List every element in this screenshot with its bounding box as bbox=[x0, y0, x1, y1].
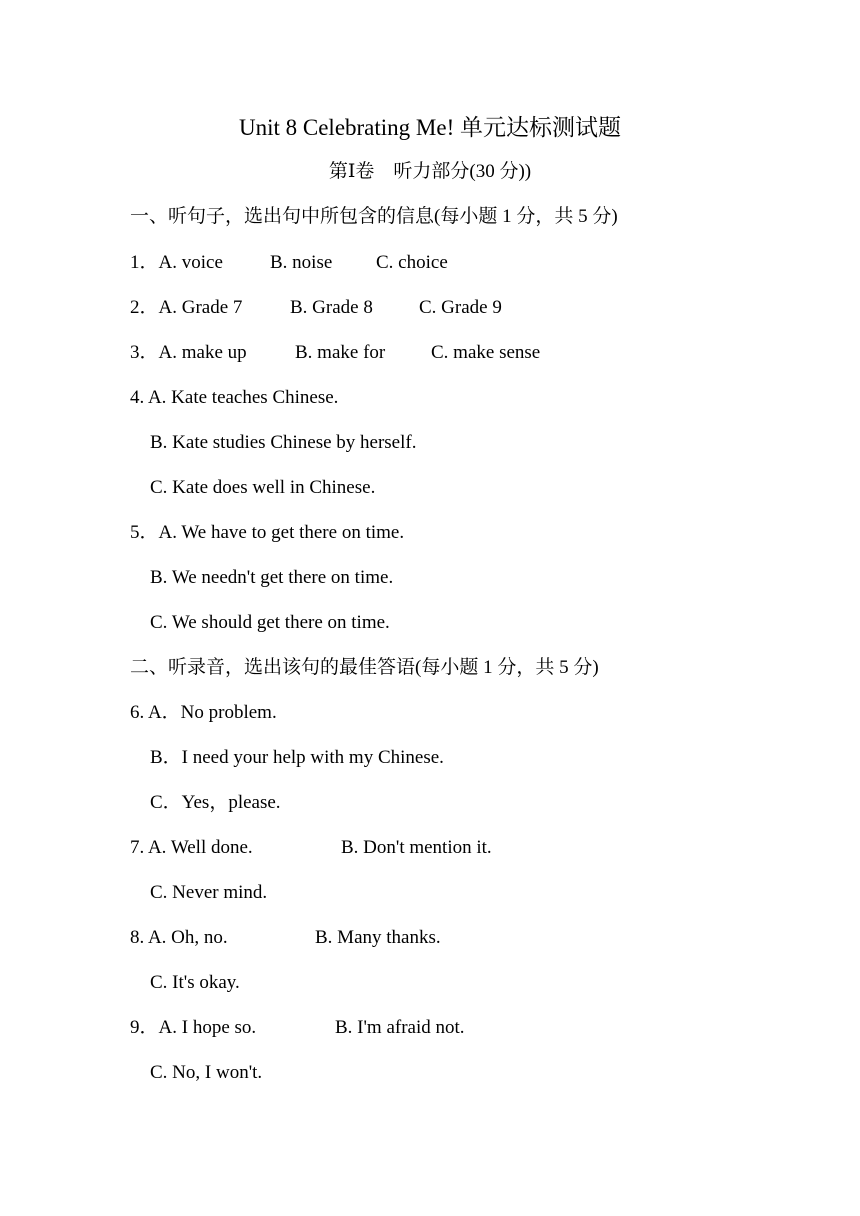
question-3 bbox=[130, 341, 247, 365]
question-2 bbox=[130, 296, 242, 320]
part-subtitle: 第Ⅰ卷 听力部分(30 分)) bbox=[328, 161, 532, 182]
section1-heading: 一、听句子，选出句中所包含的信息(每小题 1 分，共 5 分) bbox=[130, 206, 618, 227]
question-number: 9． bbox=[130, 1017, 159, 1038]
option-b: B. noise bbox=[270, 252, 333, 273]
option-c: C. No, I won't. bbox=[150, 1062, 263, 1083]
question-number: 4. bbox=[130, 387, 148, 408]
page-title: Unit 8 Celebrating Me! 单元达标测试题 bbox=[238, 115, 621, 140]
option-a: A. I hope so. bbox=[158, 1017, 257, 1038]
option-b: B. Don't mention it. bbox=[341, 837, 492, 858]
option-a: A. We have to get there on time. bbox=[158, 522, 405, 543]
question-1 bbox=[130, 251, 223, 275]
option-b: B. Grade 8 bbox=[290, 297, 373, 318]
option-c: C. make sense bbox=[431, 342, 541, 363]
option-c: C．Yes，please. bbox=[150, 792, 281, 813]
question-number: 5． bbox=[130, 522, 159, 543]
option-b: B. Kate studies Chinese by herself. bbox=[150, 432, 417, 453]
option-a: A. Oh, no. bbox=[147, 927, 228, 948]
option-a: A. Well done. bbox=[147, 837, 253, 858]
option-c: C. We should get there on time. bbox=[150, 612, 390, 633]
option-b: B. make for bbox=[295, 342, 386, 363]
question-7 bbox=[130, 836, 253, 860]
question-number: 3． bbox=[130, 342, 159, 363]
option-c: C. Kate does well in Chinese. bbox=[150, 477, 376, 498]
option-a: A. make up bbox=[158, 342, 247, 363]
option-b: B. I'm afraid not. bbox=[335, 1017, 465, 1038]
question-4 bbox=[130, 386, 338, 410]
option-a: A. Kate teaches Chinese. bbox=[147, 387, 339, 408]
option-b: B. We needn't get there on time. bbox=[150, 567, 394, 588]
question-number: 7. bbox=[130, 837, 148, 858]
option-c: C. choice bbox=[376, 252, 448, 273]
option-b: B．I need your help with my Chinese. bbox=[150, 747, 444, 768]
option-a: A. voice bbox=[158, 252, 223, 273]
question-9 bbox=[130, 1016, 256, 1040]
question-number: 6. bbox=[130, 702, 148, 723]
question-number: 1． bbox=[130, 252, 159, 273]
question-number: 2． bbox=[130, 297, 159, 318]
question-8 bbox=[130, 926, 228, 950]
option-a: A．No problem. bbox=[147, 702, 277, 723]
question-5 bbox=[130, 521, 404, 545]
option-b: B. Many thanks. bbox=[315, 927, 441, 948]
section2-heading: 二、听录音，选出该句的最佳答语(每小题 1 分，共 5 分) bbox=[130, 657, 599, 678]
option-c: C. Grade 9 bbox=[419, 297, 502, 318]
question-number: 8. bbox=[130, 927, 148, 948]
option-a: A. Grade 7 bbox=[158, 297, 243, 318]
option-c: C. It's okay. bbox=[150, 972, 240, 993]
option-c: C. Never mind. bbox=[150, 882, 268, 903]
question-6 bbox=[130, 701, 277, 725]
